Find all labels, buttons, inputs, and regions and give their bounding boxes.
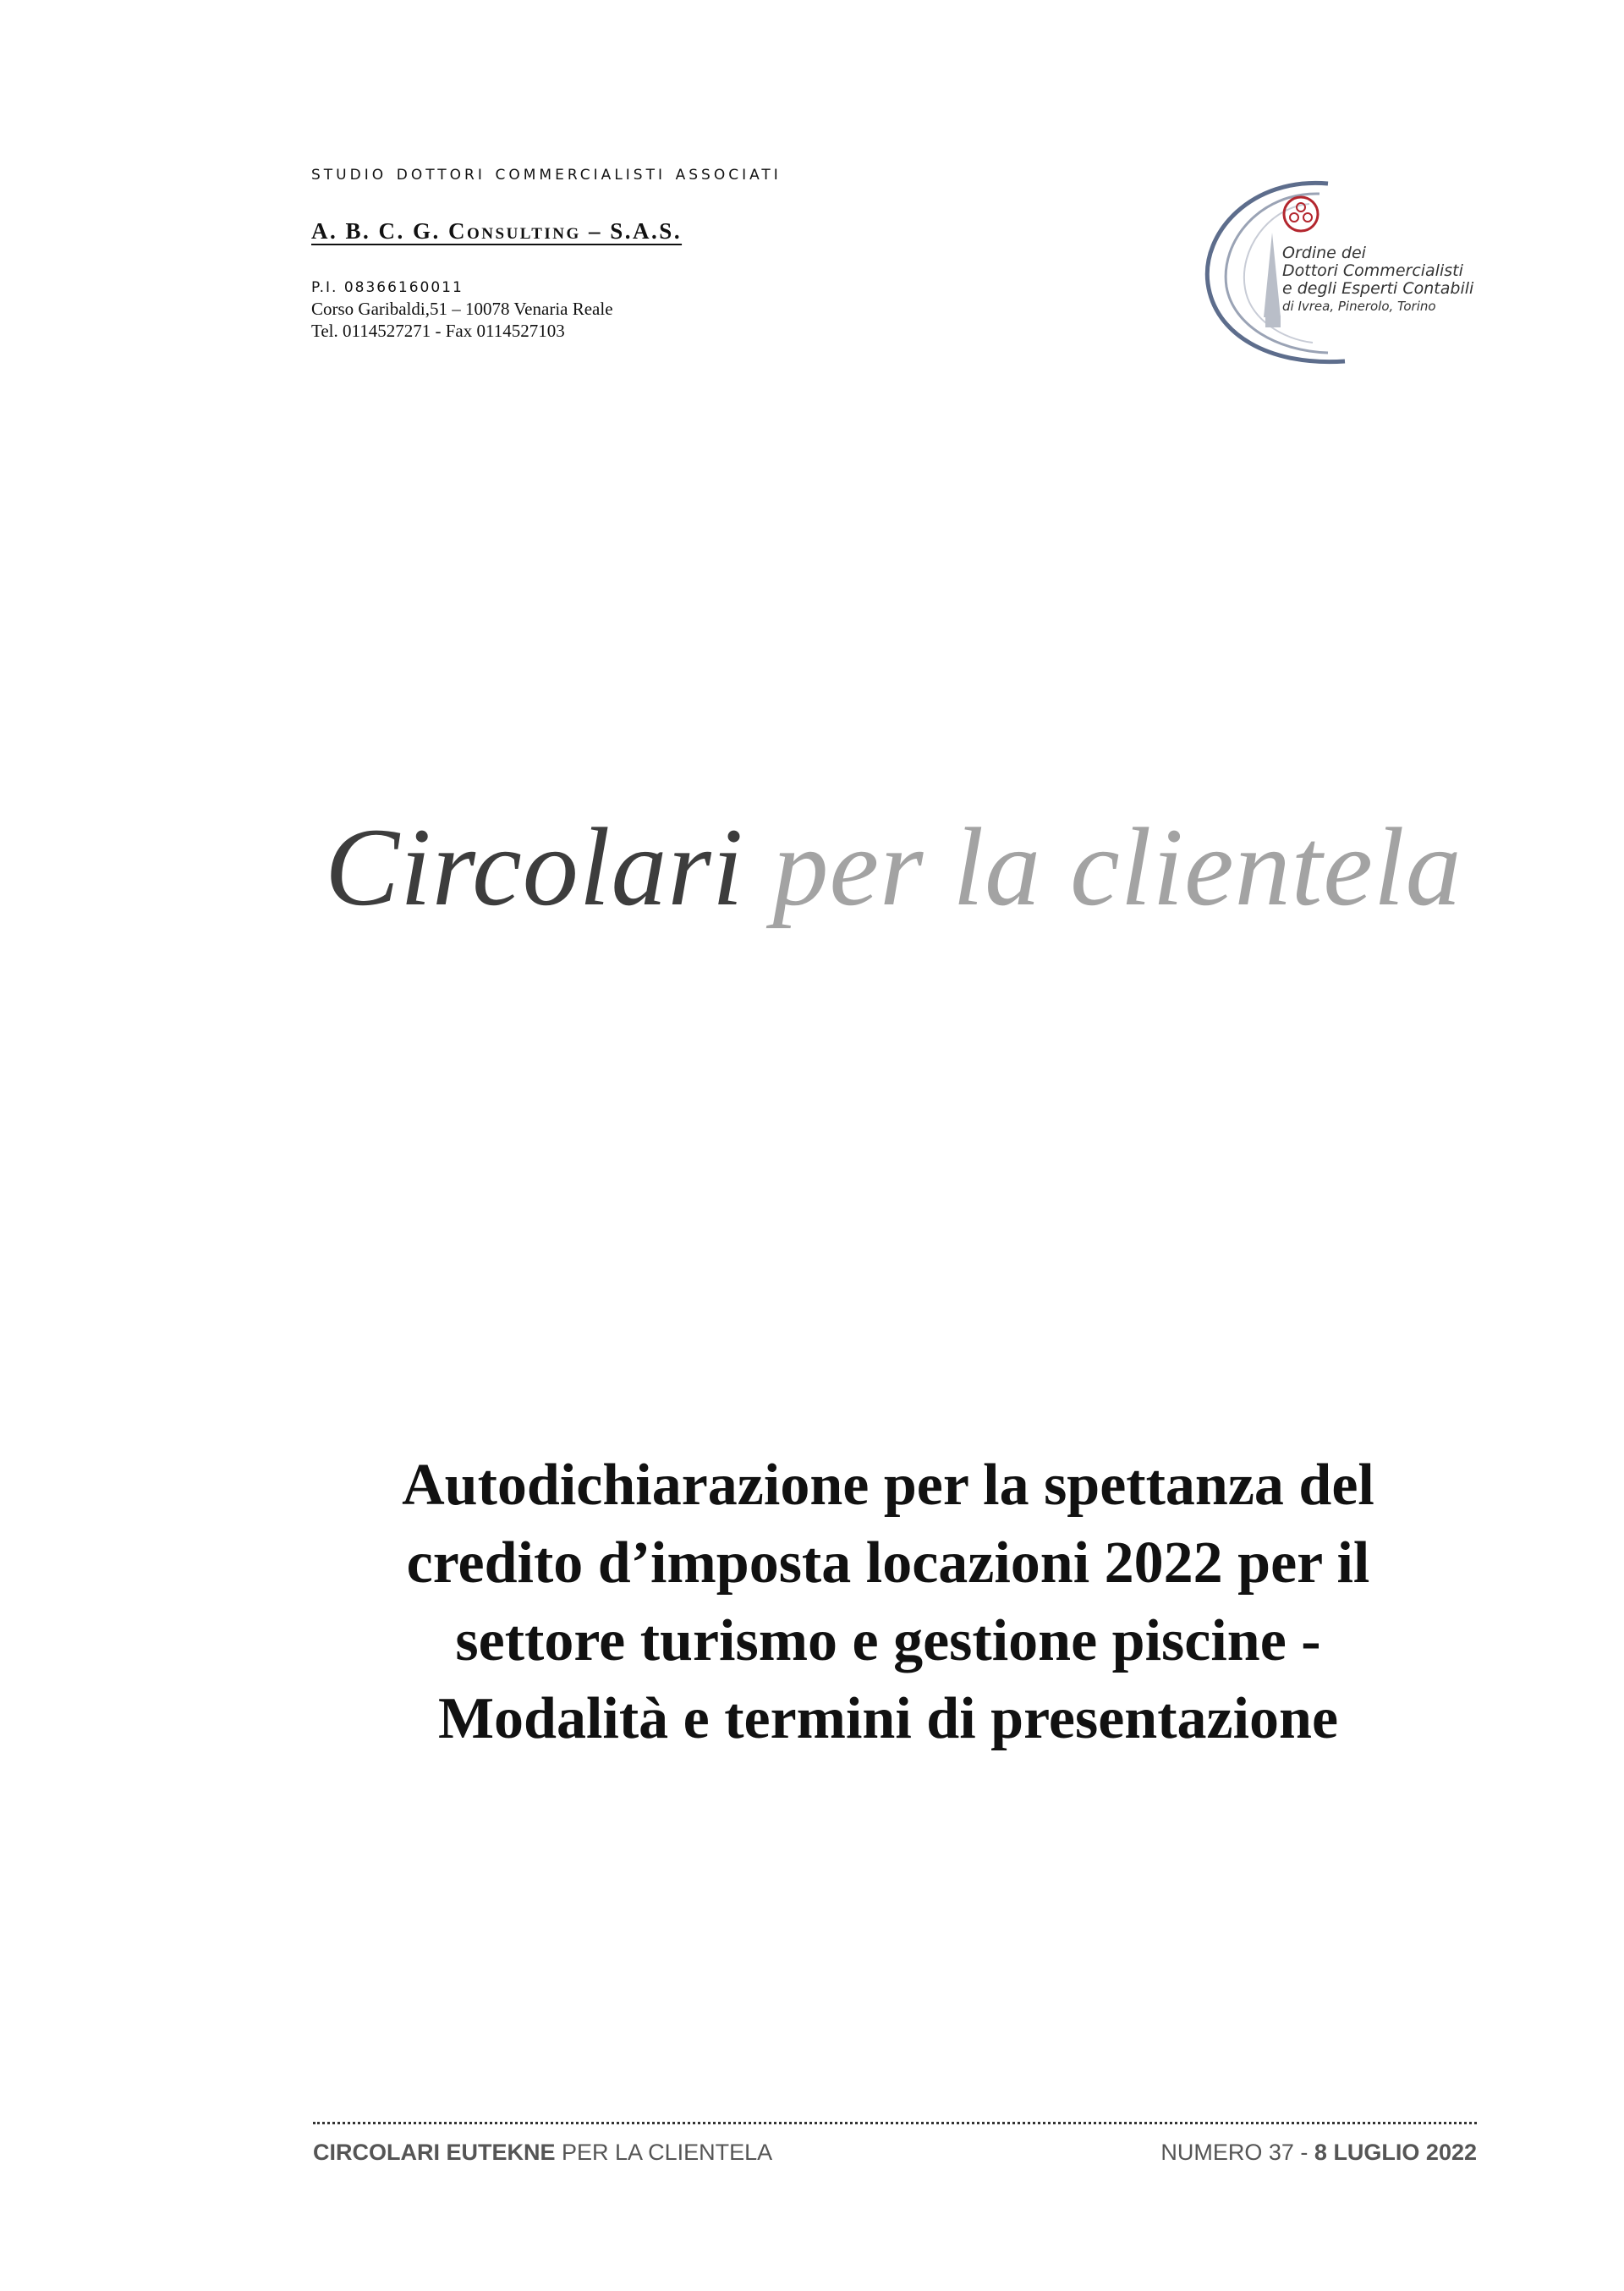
- logo-line-4: di Ivrea, Pinerolo, Torino: [1282, 299, 1436, 314]
- footer-right: [1160, 2137, 1477, 2167]
- title-line-1: Autodichiarazione per la spettanza del: [402, 1453, 1374, 1518]
- series-title: [325, 804, 1462, 931]
- footer-issue-number: NUMERO 37 -: [1160, 2140, 1314, 2165]
- address: Corso Garibaldi,51 – 10078 Venaria Reale: [311, 299, 613, 319]
- title-line-2: credito d’imposta locazioni 2022 per il: [406, 1530, 1370, 1596]
- footer-divider: [313, 2122, 1477, 2124]
- order-logo-text: [1282, 244, 1473, 315]
- order-logo: [1201, 173, 1480, 368]
- document-title: [313, 1447, 1463, 1758]
- footer-publisher: CIRCOLARI EUTEKNE: [313, 2140, 556, 2165]
- footer-issue-date: 8 LUGLIO 2022: [1314, 2140, 1477, 2165]
- title-line-3: settore turismo e gestione piscine -: [455, 1608, 1321, 1673]
- firm-name: A. B. C. G. Consulting – S.A.S.: [311, 218, 683, 244]
- logo-line-1: Ordine dei: [1282, 244, 1366, 262]
- logo-line-3: e degli Esperti Contabili: [1282, 279, 1474, 298]
- series-title-part-2: per la clientela: [772, 805, 1462, 929]
- footer-publisher-rest: PER LA CLIENTELA: [555, 2140, 773, 2165]
- letterhead: [311, 157, 1073, 342]
- logo-line-2: Dottori Commercialisti: [1282, 261, 1463, 280]
- footer: [313, 2137, 1477, 2167]
- title-line-4: Modalità e termini di presentazione: [437, 1686, 1339, 1751]
- vat-number: P.I. 08366160011: [311, 279, 464, 296]
- studio-label: studio dottori commercialisti associati: [311, 161, 782, 184]
- footer-left: [313, 2137, 772, 2167]
- series-title-part-1: Circolari: [325, 805, 744, 929]
- phone-fax: Tel. 0114527271 - Fax 0114527103: [311, 321, 565, 341]
